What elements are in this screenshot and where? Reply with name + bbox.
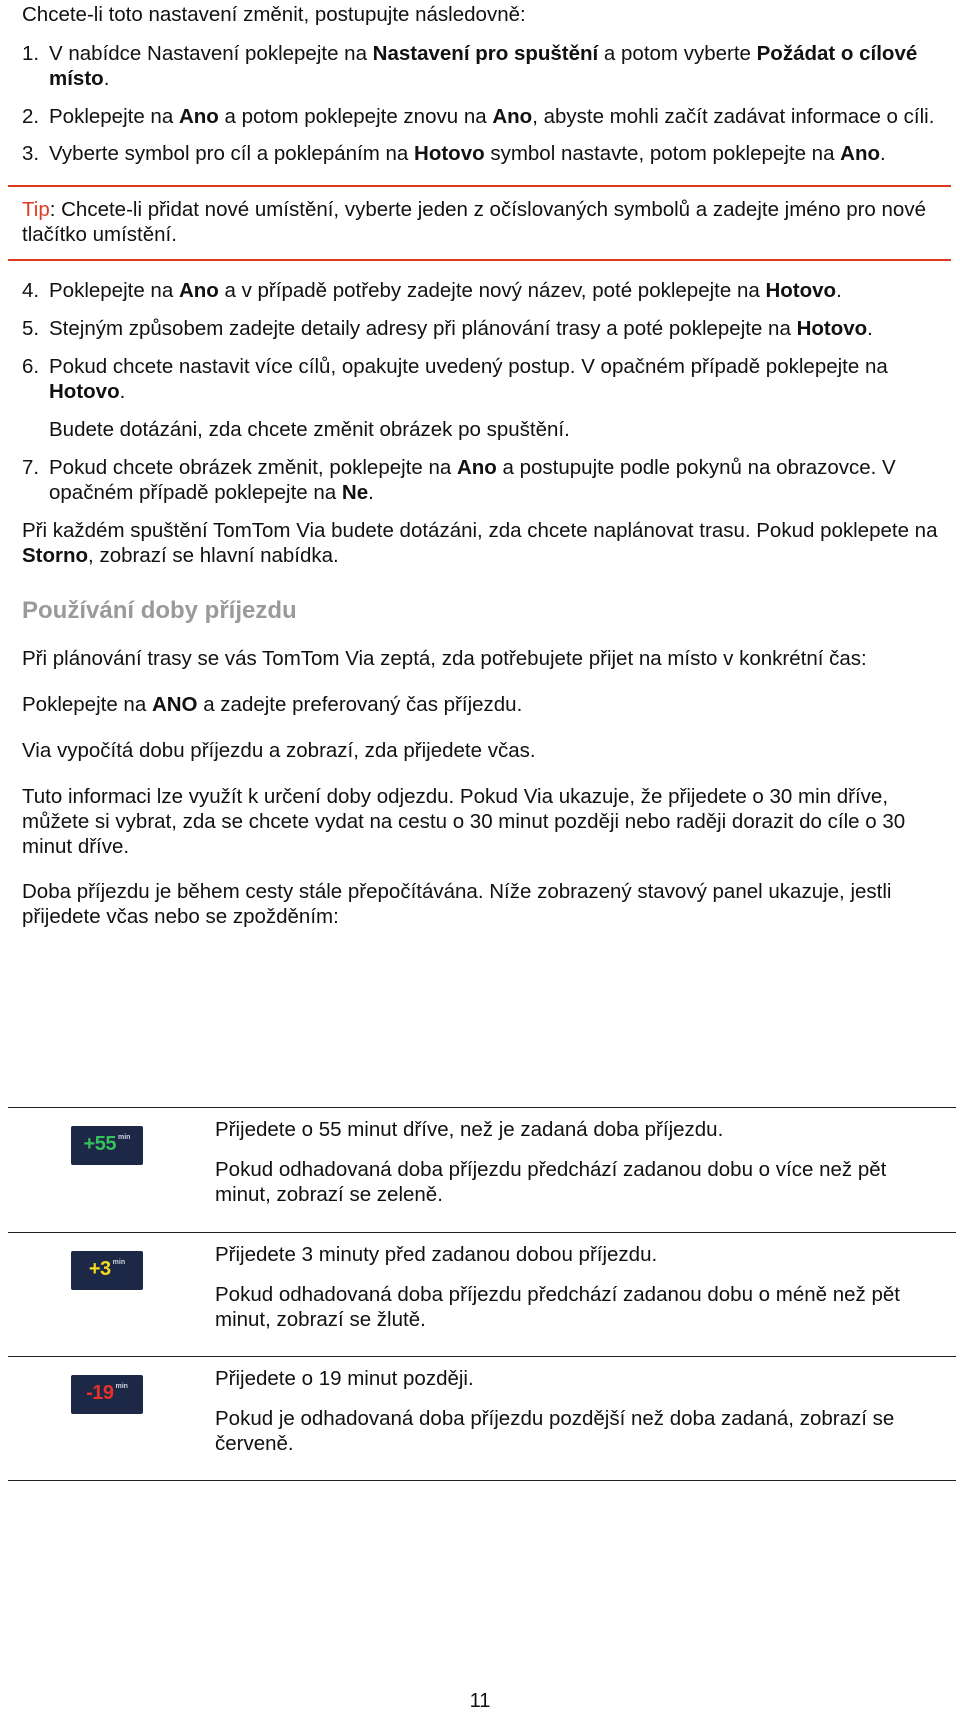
section-heading: Používání doby příjezdu [22,597,297,624]
step-bold-term: Ano [456,456,497,479]
status-line-1: Přijedete o 55 minut dříve, než je zadaná doba příjezdu. [215,1118,724,1141]
badge-value: -19 [86,1382,114,1404]
step-text: a postupujte podle pokynů na obrazovce. V opačném případě poklepejte na [49,456,896,504]
step-4 [22,278,957,303]
startup-paragraph [22,518,957,568]
step-bold-term: Ano [178,105,219,128]
step-bold-term: Ne [341,481,369,504]
badge-unit: min [112,1259,126,1266]
step-text: a potom vyberte [598,42,757,65]
step-number: 6. [22,355,40,378]
status-line-2: Pokud odhadovaná doba příjezdu předchází zadanou dobu o méně než pět minut, zobrazí se žlutě. [215,1283,900,1331]
step-bold-term: Ano [178,279,219,302]
step-text: . [368,481,374,504]
step-number: 1. [22,42,40,65]
badge-value: +3 [88,1258,111,1280]
step-text: . [836,279,842,302]
status-line-1: Přijedete o 19 minut později. [215,1367,474,1390]
arrival-paragraph-3: Via vypočítá dobu příjezdu a zobrazí, zda přijedete včas. [22,738,536,762]
para-text: , zobrazí se hlavní nabídka. [88,544,339,567]
step-number: 5. [22,317,40,340]
step-6-note: Budete dotázáni, zda chcete změnit obrázek po spuštění. [49,418,570,441]
status-row-early [8,1108,956,1233]
status-badge-red [71,1375,143,1414]
step-bold-term: Nastavení pro spuštění [372,42,599,65]
step-bold-term: Ano [840,142,881,165]
tip-label: Tip [22,198,50,221]
status-description [215,1366,945,1456]
status-row-slightly-early [8,1233,956,1357]
document-page [22,0,957,929]
step-number: 2. [22,105,40,128]
arrival-paragraph-2 [22,692,957,717]
step-number: 7. [22,456,40,479]
step-bold-term: Hotovo [414,142,485,165]
badge-value: +55 [83,1133,116,1155]
step-text: . [867,317,873,340]
status-line-2: Pokud odhadovaná doba příjezdu předchází zadanou dobu o více než pět minut, zobrazí se zeleně. [215,1158,887,1206]
step-text: Poklepejte na [49,105,179,128]
arrival-paragraph-1: Při plánování trasy se vás TomTom Via zeptá, zda potřebujete přijet na místo v konkrétní čas: [22,646,867,670]
step-bold-term: Hotovo [49,380,120,403]
step-text: Vyberte symbol pro cíl a poklepáním na [49,142,415,165]
tip-text: : Chcete-li přidat nové umístění, vyberte jeden z očíslovaných symbolů a zadejte jméno pro nové tlačítko umístění. [22,198,926,246]
steps-list-c [22,455,957,505]
status-line-1: Přijedete 3 minuty před zadanou dobou příjezdu. [215,1243,658,1266]
badge-unit: min [117,1134,131,1141]
step-bold-term: Požádat o cílové místo [49,42,918,90]
status-table [8,1107,956,1481]
intro-text: Chcete-li toto nastavení změnit, postupujte následovně: [22,3,526,26]
step-number: 4. [22,279,40,302]
status-description [215,1242,945,1332]
para-text: Poklepejte na [22,692,152,716]
step-text: Poklepejte na [49,279,179,302]
step-1 [22,41,957,91]
step-text: a potom poklepejte znovu na [218,105,493,128]
step-bold-term: Hotovo [796,317,868,340]
page-number: 11 [469,1690,491,1712]
status-badge-yellow [71,1251,143,1290]
step-text: . [880,142,886,165]
step-7 [22,455,957,505]
step-2 [22,104,957,129]
para-bold-term: Storno [22,544,89,567]
step-6 [22,354,957,404]
para-text: a zadejte preferovaný čas příjezdu. [197,692,523,716]
badge-unit: min [115,1383,128,1390]
step-5 [22,316,957,341]
para-bold-term: ANO [151,692,198,716]
arrival-paragraph-4: Tuto informaci lze využít k určení doby odjezdu. Pokud Via ukazuje, že přijedete o 30 min dříve, můžete si vybrat, zda se chcete vydat na cestu o 30 minut později nebo raději dorazit do cíle o 30 minut dříve. [22,784,906,858]
para-text: Při každém spuštění TomTom Via budete dotázáni, zda chcete naplánovat trasu. Pokud poklepete na [22,519,938,542]
step-text: Pokud chcete obrázek změnit, poklepejte na [49,456,457,479]
step-bold-term: Ano [492,105,533,128]
status-badge-green [71,1126,143,1165]
status-line-2: Pokud je odhadovaná doba příjezdu pozdější než doba zadaná, zobrazí se červeně. [215,1407,895,1455]
step-number: 3. [22,142,40,165]
step-bold-term: Hotovo [765,279,837,302]
step-3 [22,141,957,166]
steps-list-b [22,278,957,404]
status-description [215,1117,945,1207]
step-text: symbol nastavte, potom poklepejte na [484,142,841,165]
steps-list-a [22,41,957,166]
step-text: . [103,67,110,90]
step-text: . [119,380,126,403]
step-text: V nabídce Nastavení poklepejte na [49,42,373,65]
step-text: , abyste mohli začít zadávat informace o cíli. [532,105,935,128]
step-text: a v případě potřeby zadejte nový název, poté poklepejte na [218,279,766,302]
arrival-paragraph-5: Doba příjezdu je během cesty stále přepočítávána. Níže zobrazený stavový panel ukazuje, jestli přijedete včas nebo se zpožděním: [22,879,892,928]
step-text: Pokud chcete nastavit více cílů, opakujte uvedený postup. V opačném případě poklepejte na [49,355,888,378]
status-row-late [8,1357,956,1481]
tip-box [8,185,951,261]
step-text: Stejným způsobem zadejte detaily adresy při plánování trasy a poté poklepejte na [49,317,797,340]
